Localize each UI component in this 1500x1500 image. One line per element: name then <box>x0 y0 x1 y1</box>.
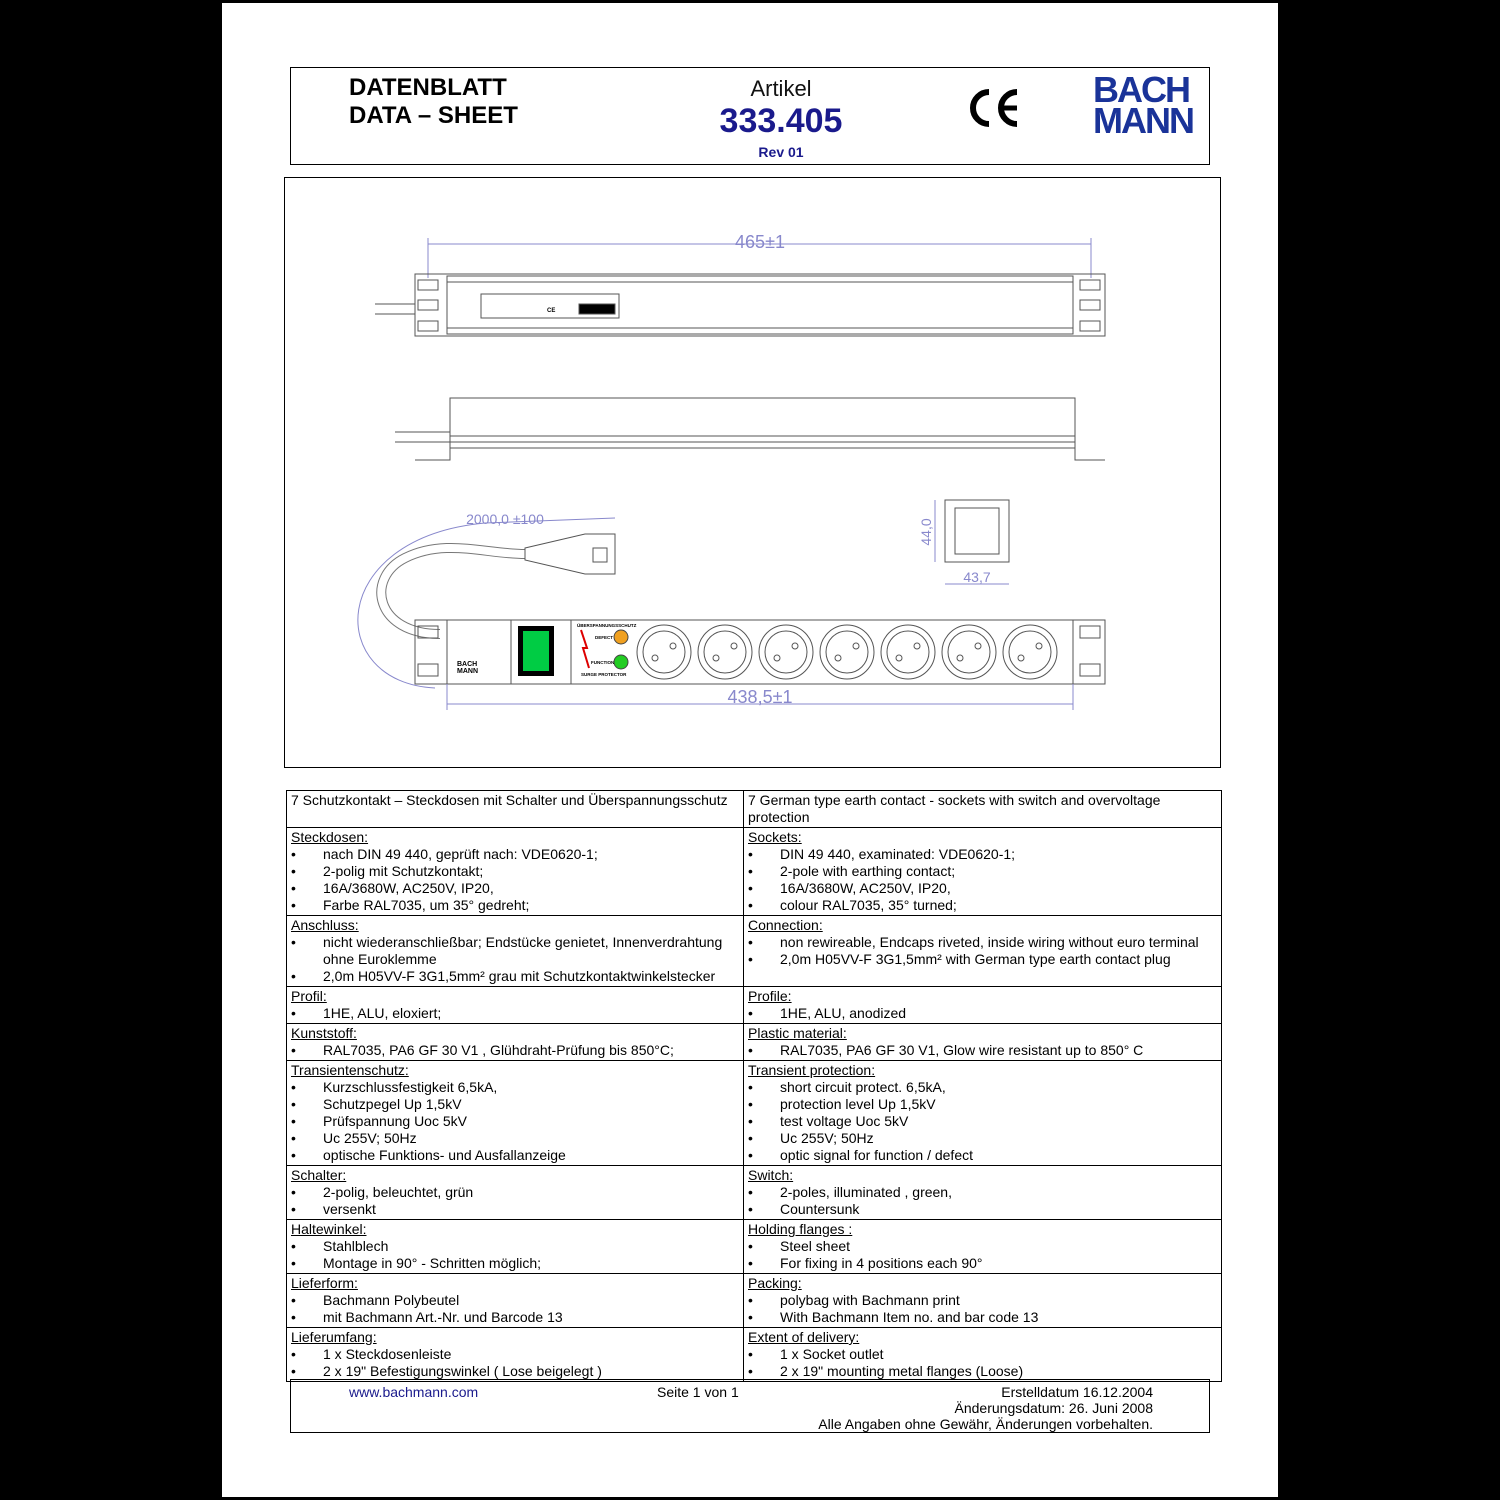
list-item-text: nicht wiederanschließbar; Endstücke genietet, Innenverdrahtung ohne Euroklemme <box>323 934 723 967</box>
disclaimer: Alle Angaben ohne Gewähr, Änderungen vorbehalten. <box>818 1416 1153 1432</box>
spec-cell-de <box>287 1274 744 1328</box>
led-defect-indicator <box>614 630 628 644</box>
spec-row <box>287 1024 1222 1061</box>
spec-cell-en <box>744 1274 1222 1328</box>
list-item-text: Uc 255V; 50Hz <box>780 1130 874 1146</box>
list-item <box>748 1346 1217 1363</box>
revision: Rev 01 <box>758 144 804 160</box>
list-item-text: optic signal for function / defect <box>780 1147 973 1163</box>
list-item <box>291 1079 739 1096</box>
bullet-icon: • <box>748 863 753 879</box>
bullet-icon: • <box>291 1079 296 1095</box>
list-item <box>748 846 1217 863</box>
intro-en: 7 German type earth contact - sockets with switch and overvoltage protection <box>744 791 1222 828</box>
list-item-text: 2-polig mit Schutzkontakt; <box>323 863 484 879</box>
spec-cell-en <box>744 987 1222 1024</box>
spec-cell-de <box>287 987 744 1024</box>
list-item-text: Stahlblech <box>323 1238 389 1254</box>
bullet-icon: • <box>748 1184 753 1200</box>
list-item <box>291 1201 739 1218</box>
dim-length: 465±1 <box>735 232 785 252</box>
section-title: Transient protection: <box>748 1062 876 1078</box>
bullet-icon: • <box>748 1238 753 1254</box>
socket-icon <box>820 625 874 679</box>
list-item-text: 1 x Steckdosenleiste <box>323 1346 452 1362</box>
section-title: Plastic material: <box>748 1025 847 1041</box>
lightning-icon <box>581 630 589 668</box>
socket-icon <box>1003 625 1057 679</box>
socket-icon <box>881 625 935 679</box>
spec-row <box>287 987 1222 1024</box>
bullet-icon: • <box>291 1005 296 1021</box>
bullet-icon: • <box>291 1096 296 1112</box>
list-item <box>291 1042 739 1059</box>
list-item-text: RAL7035, PA6 GF 30 V1 , Glühdraht-Prüfung bis 850°C; <box>323 1042 674 1058</box>
title-de: DATENBLATT <box>349 74 507 101</box>
list-item <box>748 1292 1217 1309</box>
list-item <box>291 1292 739 1309</box>
bullet-icon: • <box>748 1363 753 1379</box>
list-item-text: Uc 255V; 50Hz <box>323 1130 417 1146</box>
list-item <box>748 1005 1217 1022</box>
function-label: FUNCTION <box>591 660 615 665</box>
section-title: Extent of delivery: <box>748 1329 860 1345</box>
front-brand-2: MANN <box>457 668 478 675</box>
list-item <box>748 897 1217 914</box>
list-item-text: 2-polig, beleuchtet, grün <box>323 1184 474 1200</box>
list-item <box>291 1005 739 1022</box>
section-title: Packing: <box>748 1275 802 1291</box>
socket-icon <box>759 625 813 679</box>
list-item-text: 2,0m H05VV-F 3G1,5mm² with German type earth contact plug <box>780 951 1171 967</box>
list-item-text: optische Funktions- und Ausfallanzeige <box>323 1147 566 1163</box>
list-item <box>291 1309 739 1326</box>
changed-date: Änderungsdatum: 26. Juni 2008 <box>954 1400 1153 1416</box>
bullet-icon: • <box>291 1042 296 1058</box>
list-item <box>748 1238 1217 1255</box>
ce-mark-icon <box>967 86 1023 135</box>
led-function-indicator <box>614 655 628 669</box>
list-item <box>291 1255 739 1272</box>
list-item-text: DIN 49 440, examinated: VDE0620-1; <box>780 846 1016 862</box>
section-title: Lieferform: <box>291 1275 358 1291</box>
bullet-icon: • <box>748 1255 753 1271</box>
bullet-icon: • <box>748 1079 753 1095</box>
list-item <box>291 863 739 880</box>
bullet-icon: • <box>291 934 296 950</box>
list-item-text: 1HE, ALU, anodized <box>780 1005 907 1021</box>
list-item-text: non rewireable, Endcaps riveted, inside wiring without euro terminal <box>780 934 1199 950</box>
list-item-text: mit Bachmann Art.-Nr. und Barcode 13 <box>323 1309 563 1325</box>
list-item <box>748 1042 1217 1059</box>
list-item-text: 16A/3680W, AC250V, IP20, <box>323 880 494 896</box>
list-item <box>748 1184 1217 1201</box>
list-item-text: 1HE, ALU, eloxiert; <box>323 1005 442 1021</box>
socket-icon <box>698 625 752 679</box>
list-item-text: Schutzpegel Up 1,5kV <box>323 1096 462 1112</box>
page-indicator: Seite 1 von 1 <box>657 1384 739 1400</box>
datasheet-page <box>222 3 1278 1497</box>
section-title: Holding flanges : <box>748 1221 853 1237</box>
list-item-text: 2-poles, illuminated , green, <box>780 1184 952 1200</box>
spec-cell-de <box>287 1220 744 1274</box>
header-box <box>290 67 1210 165</box>
spec-cell-de <box>287 828 744 916</box>
list-item <box>748 1255 1217 1272</box>
bullet-icon: • <box>291 968 296 984</box>
list-item <box>291 1147 739 1164</box>
section-title: Sockets: <box>748 829 802 845</box>
list-item <box>748 880 1217 897</box>
footer-box <box>290 1379 1210 1433</box>
socket-icon <box>942 625 996 679</box>
top-view-drawing <box>375 238 1105 336</box>
bullet-icon: • <box>291 846 296 862</box>
section-title: Schalter: <box>291 1167 347 1183</box>
list-item-text: protection level Up 1,5kV <box>780 1096 936 1112</box>
list-item-text: 16A/3680W, AC250V, IP20, <box>780 880 951 896</box>
cable-plug-drawing <box>358 518 615 688</box>
list-item-text: test voltage Uoc 5kV <box>780 1113 909 1129</box>
section-title: Anschluss: <box>291 917 359 933</box>
bullet-icon: • <box>748 1130 753 1146</box>
bullet-icon: • <box>748 846 753 862</box>
bullet-icon: • <box>748 880 753 896</box>
surge-title: ÜBERSPANNUNGSSCHUTZ <box>577 623 637 628</box>
created-date: Erstelldatum 16.12.2004 <box>1001 1384 1153 1400</box>
bullet-icon: • <box>748 1113 753 1129</box>
bullet-icon: • <box>291 1346 296 1362</box>
spec-cell-en <box>744 828 1222 916</box>
bullet-icon: • <box>748 934 753 950</box>
list-item-text: Steel sheet <box>780 1238 851 1254</box>
label-ce: CE <box>547 308 556 314</box>
list-item-text: Bachmann Polybeutel <box>323 1292 460 1308</box>
bullet-icon: • <box>291 897 296 913</box>
list-item-text: 2,0m H05VV-F 3G1,5mm² grau mit Schutzkontaktwinkelstecker <box>323 968 716 984</box>
website-link[interactable]: www.bachmann.com <box>349 1384 479 1400</box>
bullet-icon: • <box>748 951 753 967</box>
list-item <box>291 1113 739 1130</box>
bullet-icon: • <box>748 1201 753 1217</box>
section-title: Profile: <box>748 988 792 1004</box>
list-item <box>748 1147 1217 1164</box>
bullet-icon: • <box>748 1005 753 1021</box>
section-title: Kunststoff: <box>291 1025 357 1041</box>
switch-lamp <box>523 631 549 671</box>
document-title <box>349 74 518 130</box>
dim-depth: 43,7 <box>963 569 991 585</box>
spec-row <box>287 1274 1222 1328</box>
title-en: DATA – SHEET <box>349 102 518 129</box>
list-item <box>291 934 739 968</box>
list-item <box>748 951 1217 968</box>
list-item <box>291 1238 739 1255</box>
list-item-text: With Bachmann Item no. and bar code 13 <box>780 1309 1039 1325</box>
bullet-icon: • <box>291 1309 296 1325</box>
list-item <box>748 1113 1217 1130</box>
spec-row <box>287 916 1222 987</box>
section-title: Switch: <box>748 1167 794 1183</box>
spec-row <box>287 1061 1222 1166</box>
section-title: Connection: <box>748 917 823 933</box>
section-title: Transientenschutz: <box>291 1062 409 1078</box>
bullet-icon: • <box>748 1292 753 1308</box>
list-item <box>748 1130 1217 1147</box>
section-title: Steckdosen: <box>291 829 369 845</box>
spec-row <box>287 1220 1222 1274</box>
bullet-icon: • <box>291 1255 296 1271</box>
section-title: Haltewinkel: <box>291 1221 367 1237</box>
list-item-text: RAL7035, PA6 GF 30 V1, Glow wire resistant up to 850° C <box>780 1042 1144 1058</box>
spec-cell-en <box>744 1024 1222 1061</box>
spec-table <box>286 790 1222 1382</box>
list-item <box>291 1363 739 1380</box>
list-item <box>748 1309 1217 1326</box>
list-item-text: For fixing in 4 positions each 90° <box>780 1255 983 1271</box>
list-item-text: Montage in 90° - Schritten möglich; <box>323 1255 542 1271</box>
spec-cell-de <box>287 916 744 987</box>
dim-cable: 2000,0 ±100 <box>466 511 544 527</box>
list-item <box>291 846 739 863</box>
list-item-text: 2-pole with earthing contact; <box>780 863 956 879</box>
list-item-text: nach DIN 49 440, geprüft nach: VDE0620-1; <box>323 846 598 862</box>
list-item-text: polybag with Bachmann print <box>780 1292 960 1308</box>
list-item-text: Farbe RAL7035, um 35° gedreht; <box>323 897 530 913</box>
list-item-text: 2 x 19" mounting metal flanges (Loose) <box>780 1363 1024 1379</box>
dim-height: 44,0 <box>918 518 934 546</box>
list-item-text: versenkt <box>323 1201 376 1217</box>
spec-cell-de <box>287 1166 744 1220</box>
bullet-icon: • <box>291 1113 296 1129</box>
intro-de: 7 Schutzkontakt – Steckdosen mit Schalter und Überspannungsschutz <box>287 791 744 828</box>
spec-intro-row <box>287 791 1222 828</box>
spec-row <box>287 828 1222 916</box>
list-item <box>748 863 1217 880</box>
spec-cell-en <box>744 1166 1222 1220</box>
list-item-text: 1 x Socket outlet <box>780 1346 884 1362</box>
technical-drawing <box>284 177 1221 768</box>
front-brand-1: BACH <box>457 661 478 668</box>
list-item <box>291 897 739 914</box>
bullet-icon: • <box>291 863 296 879</box>
article-number: 333.405 <box>719 102 843 140</box>
spec-row <box>287 1328 1222 1382</box>
footer-dates <box>818 1384 1153 1432</box>
spec-cell-en <box>744 916 1222 987</box>
artikel-label: Artikel <box>750 76 812 101</box>
list-item <box>291 1184 739 1201</box>
list-item-text: Prüfspannung Uoc 5kV <box>323 1113 467 1129</box>
bullet-icon: • <box>748 1042 753 1058</box>
bullet-icon: • <box>291 1184 296 1200</box>
list-item-text: Countersunk <box>780 1201 860 1217</box>
list-item-text: Kurzschlussfestigkeit 6,5kA, <box>323 1079 498 1095</box>
bullet-icon: • <box>291 1147 296 1163</box>
bullet-icon: • <box>291 1130 296 1146</box>
spec-cell-de <box>287 1024 744 1061</box>
dim-inner: 438,5±1 <box>727 687 793 707</box>
spec-cell-en <box>744 1220 1222 1274</box>
spec-cell-de <box>287 1328 744 1382</box>
list-item <box>291 1346 739 1363</box>
bullet-icon: • <box>748 1096 753 1112</box>
spec-cell-en <box>744 1061 1222 1166</box>
spec-cell-de <box>287 1061 744 1166</box>
list-item <box>291 968 739 985</box>
spec-row <box>287 1166 1222 1220</box>
list-item <box>291 880 739 897</box>
list-item <box>748 1363 1217 1380</box>
spec-cell-en <box>744 1328 1222 1382</box>
side-view-drawing <box>395 398 1105 460</box>
bullet-icon: • <box>291 1292 296 1308</box>
list-item-text: 2 x 19" Befestigungswinkel ( Lose beigelegt ) <box>323 1363 602 1379</box>
list-item <box>748 1201 1217 1218</box>
bullet-icon: • <box>748 1346 753 1362</box>
section-title: Profil: <box>291 988 327 1004</box>
bullet-icon: • <box>291 1238 296 1254</box>
bullet-icon: • <box>748 897 753 913</box>
list-item <box>291 1096 739 1113</box>
bullet-icon: • <box>748 1147 753 1163</box>
bachmann-logo: BACH MANN <box>1093 69 1193 141</box>
socket-icon <box>637 625 691 679</box>
list-item <box>291 1130 739 1147</box>
bullet-icon: • <box>748 1309 753 1325</box>
list-item <box>748 934 1217 951</box>
section-title: Lieferumfang: <box>291 1329 377 1345</box>
defect-label: DEFECT <box>595 635 613 640</box>
bullet-icon: • <box>291 1363 296 1379</box>
list-item-text: short circuit protect. 6,5kA, <box>780 1079 946 1095</box>
bullet-icon: • <box>291 1201 296 1217</box>
surge-protector-label: SURGE PROTECTOR <box>581 672 627 677</box>
list-item <box>748 1079 1217 1096</box>
list-item <box>748 1096 1217 1113</box>
bullet-icon: • <box>291 880 296 896</box>
socket-row <box>637 625 1057 679</box>
list-item-text: colour RAL7035, 35° turned; <box>780 897 957 913</box>
